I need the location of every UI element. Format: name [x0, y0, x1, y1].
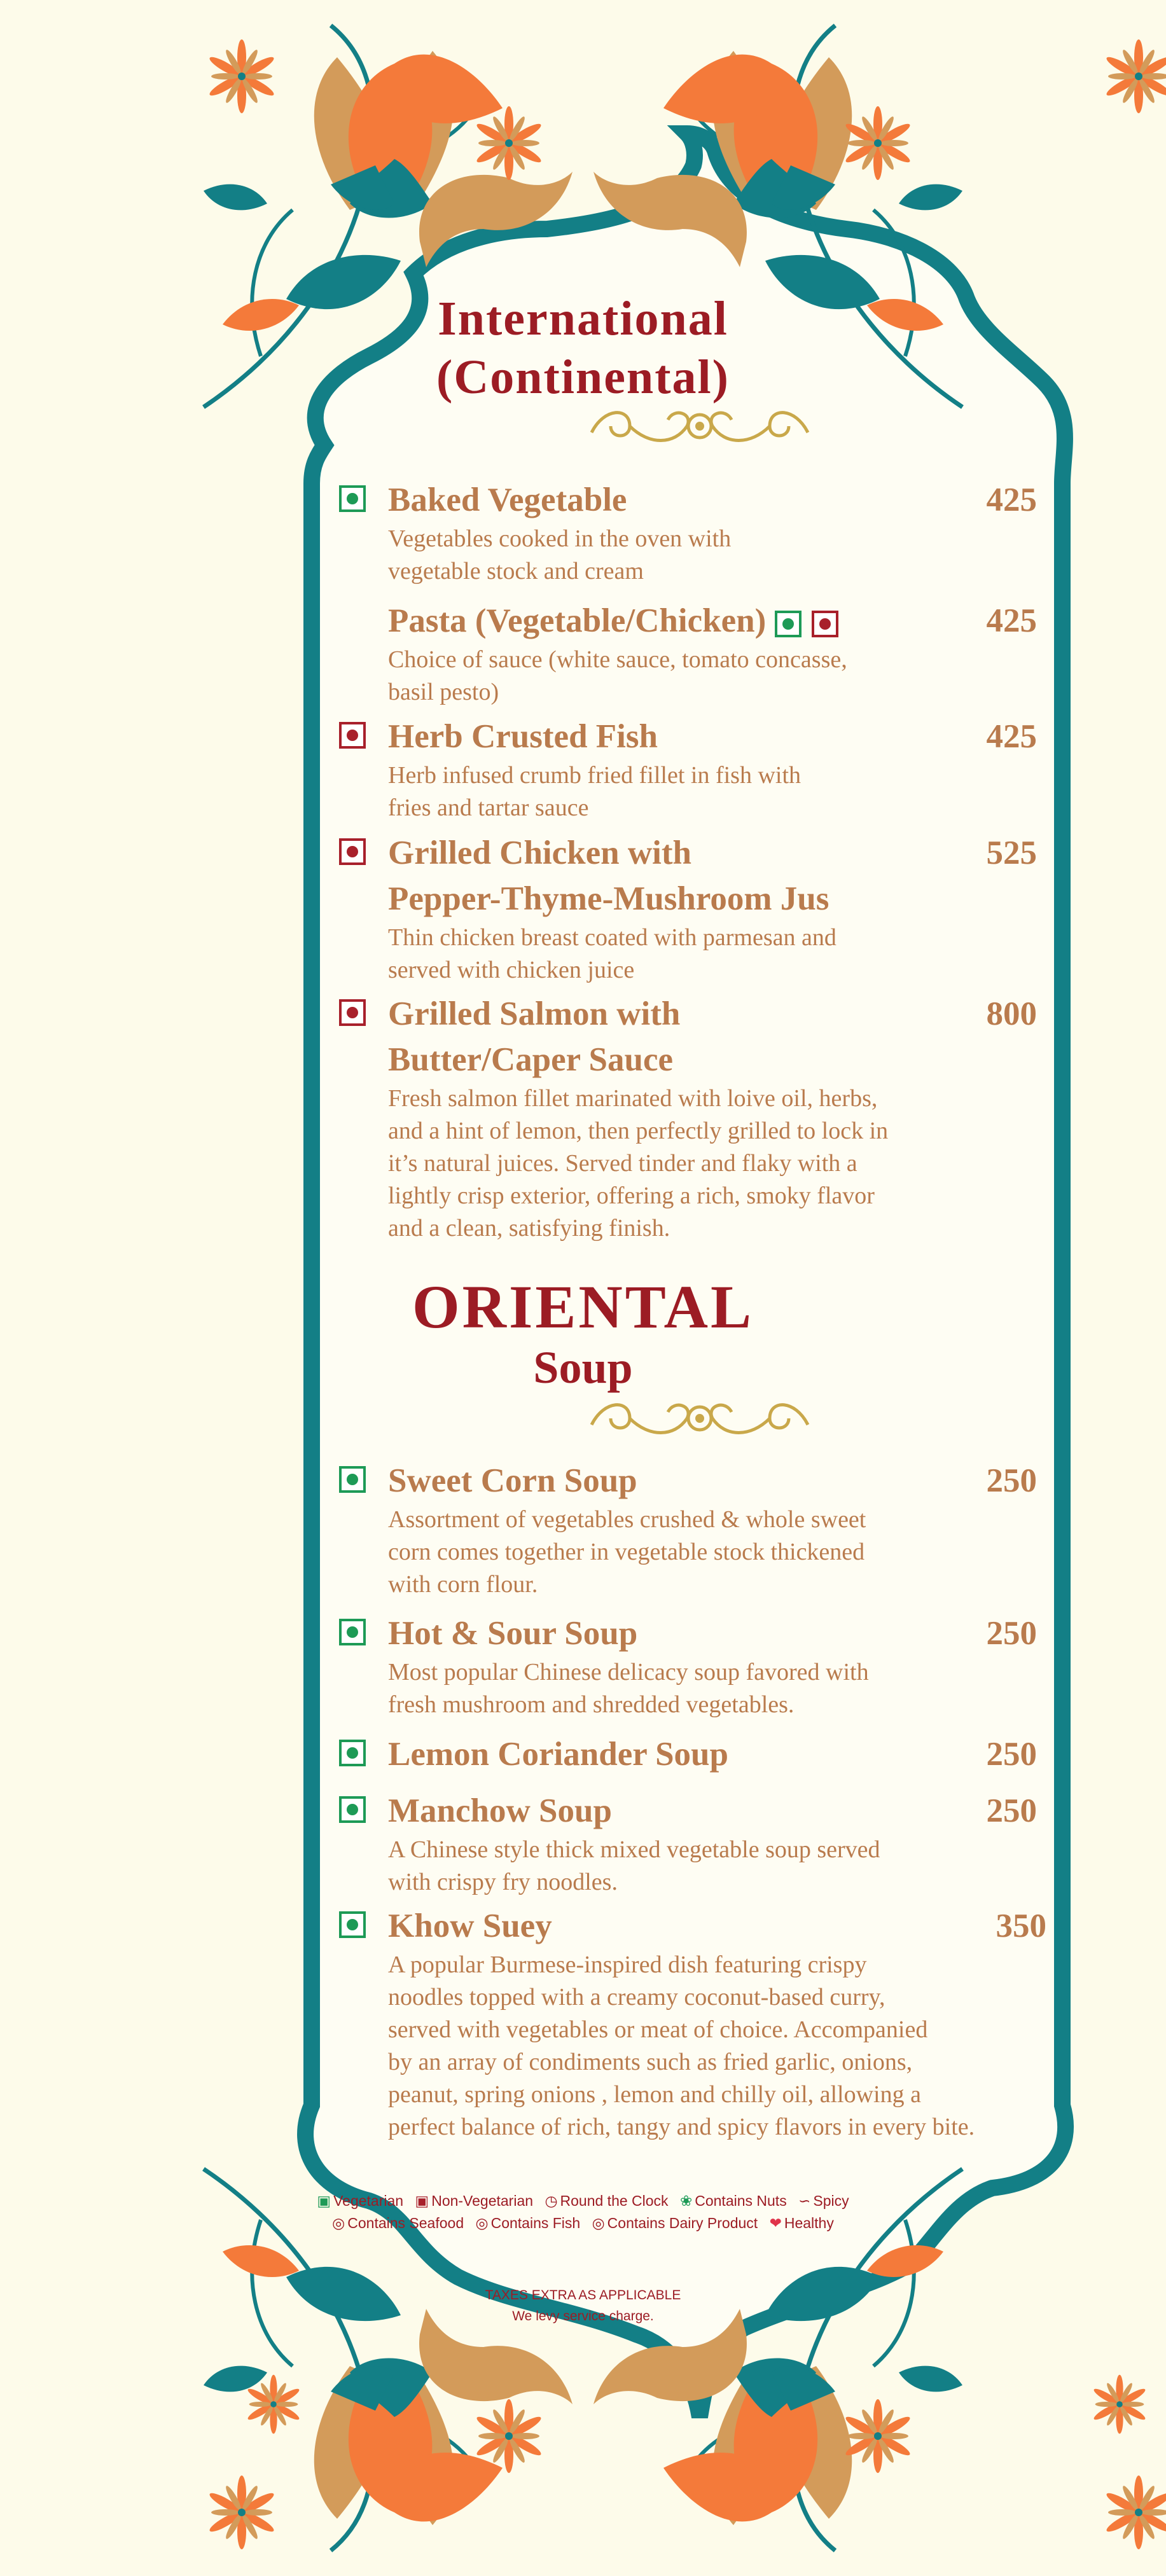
item-name-line: Grilled Chicken with [388, 834, 692, 871]
vegetarian-icon [775, 611, 802, 637]
legend-vegetarian: ▣ Vegetarian [317, 2192, 403, 2209]
item-price: 250 [986, 1615, 1037, 1652]
heart-icon: ❤ [769, 2215, 782, 2231]
item-name: Manchow Soup [388, 1792, 612, 1829]
legend-contains-dairy: ◎ Contains Dairy Product [592, 2215, 758, 2231]
non-vegetarian-icon [339, 999, 366, 1026]
legend-contains-fish: ◎ Contains Fish [476, 2215, 581, 2231]
item-desc-line: served with vegetables or meat of choice. Accompanied [388, 2016, 928, 2043]
item-desc-line: vegetable stock and cream [388, 558, 644, 585]
section-subtitle-soup: Soup [533, 1342, 633, 1393]
vegetarian-icon: ▣ [317, 2192, 331, 2209]
legend-contains-seafood: ◎ Contains Seafood [332, 2215, 464, 2231]
item-desc-line: Assortment of vegetables crushed & whole sweet [388, 1506, 866, 1533]
item-price: 250 [986, 1462, 1037, 1499]
legend-non-vegetarian: ▣ Non-Vegetarian [415, 2192, 533, 2209]
item-desc-line: Most popular Chinese delicacy soup favored with [388, 1659, 869, 1686]
non-vegetarian-icon [339, 838, 366, 865]
nut-icon: ❀ [679, 2192, 693, 2209]
item-price: 425 [986, 602, 1037, 639]
seafood-icon: ◎ [332, 2215, 345, 2231]
vegetarian-icon [339, 1619, 366, 1645]
item-desc-line: and a clean, satisfying finish. [388, 1215, 670, 1242]
item-desc-line: Herb infused crumb fried fillet in fish with [388, 762, 802, 789]
item-name: Sweet Corn Soup [388, 1462, 637, 1499]
legend-row-1 [0, 2190, 1166, 2212]
non-vegetarian-icon [339, 722, 366, 749]
fish-icon: ◎ [475, 2215, 489, 2231]
item-name: Baked Vegetable [388, 481, 627, 518]
item-desc-line: fries and tartar sauce [388, 794, 589, 821]
taxes-note: TAXES EXTRA AS APPLICABLE [485, 2288, 681, 2302]
vegetarian-icon [339, 1466, 366, 1493]
item-desc-line: served with chicken juice [388, 957, 635, 983]
item-desc-line: A Chinese style thick mixed vegetable soup served [388, 1836, 880, 1863]
item-name: Hot & Sour Soup [388, 1615, 638, 1652]
item-desc-line: lightly crisp exterior, offering a rich, smoky flavor [388, 1182, 875, 1209]
chilli-icon: ∽ [798, 2192, 811, 2209]
item-desc-line: peanut, spring onions , lemon and chilly oil, allowing a [388, 2081, 921, 2108]
item-price: 425 [986, 718, 1037, 755]
item-desc-line: and a hint of lemon, then perfectly grilled to lock in [388, 1118, 889, 1144]
item-price: 800 [986, 995, 1037, 1032]
item-desc-line: Choice of sauce (white sauce, tomato concasse, [388, 646, 847, 673]
item-name: Pasta (Vegetable/Chicken) [388, 602, 767, 639]
non-vegetarian-icon: ▣ [415, 2192, 429, 2209]
vegetarian-icon [339, 1911, 366, 1938]
item-desc-line: A popular Burmese-inspired dish featuring crispy [388, 1951, 867, 1978]
title-line-2: (Continental) [436, 350, 730, 404]
item-desc-line: Fresh salmon fillet marinated with loive oil, herbs, [388, 1085, 878, 1112]
item-desc-line: corn comes together in vegetable stock thickened [388, 1539, 865, 1565]
dairy-icon: ◎ [592, 2215, 605, 2231]
item-price: 425 [986, 481, 1037, 518]
vegetarian-icon [339, 1740, 366, 1766]
item-name: Khow Suey [388, 1908, 552, 1944]
service-charge-note: We levy service charge. [512, 2309, 654, 2323]
item-desc-line: Vegetables cooked in the oven with [388, 525, 732, 552]
section-title-oriental: ORIENTAL [412, 1273, 754, 1341]
legend-healthy: ❤ Healthy [770, 2215, 834, 2231]
vegetarian-icon [339, 485, 366, 512]
vegetarian-icon [339, 1796, 366, 1823]
title-line-1: International [438, 292, 728, 345]
non-vegetarian-icon [812, 611, 838, 637]
item-name: Lemon Coriander Soup [388, 1736, 728, 1773]
item-price: 250 [986, 1792, 1037, 1829]
item-name-line: Butter/Caper Sauce [388, 1041, 673, 1078]
item-desc-line: by an array of condiments such as fried garlic, onions, [388, 2049, 913, 2075]
item-price: 525 [986, 834, 1037, 871]
item-desc-line: with corn flour. [388, 1571, 538, 1598]
item-desc-line: perfect balance of rich, tangy and spicy flavors in every bite. [388, 2114, 975, 2140]
item-name: Herb Crusted Fish [388, 718, 658, 755]
item-price: 250 [986, 1736, 1037, 1773]
legend-round-the-clock: ◷ Round the Clock [545, 2192, 668, 2209]
item-price: 350 [996, 1908, 1046, 1944]
item-desc-line: with crispy fry noodles. [388, 1869, 618, 1895]
item-desc-line: fresh mushroom and shredded vegetables. [388, 1691, 795, 1718]
item-desc-line: it’s natural juices. Served tinder and flaky with a [388, 1150, 857, 1177]
legend-spicy: ∽ Spicy [798, 2192, 849, 2209]
item-name-line: Grilled Salmon with [388, 995, 681, 1032]
section-title-international [0, 289, 1166, 406]
legend-row-2 [0, 2212, 1166, 2234]
item-desc-line: basil pesto) [388, 679, 499, 705]
item-desc-line: Thin chicken breast coated with parmesan and [388, 924, 836, 951]
item-name-line: Pepper-Thyme-Mushroom Jus [388, 880, 829, 917]
clock-icon: ◷ [545, 2192, 558, 2209]
legend-contains-nuts: ❀ Contains Nuts [680, 2192, 787, 2209]
item-desc-line: noodles topped with a creamy coconut-based curry, [388, 1984, 885, 2011]
